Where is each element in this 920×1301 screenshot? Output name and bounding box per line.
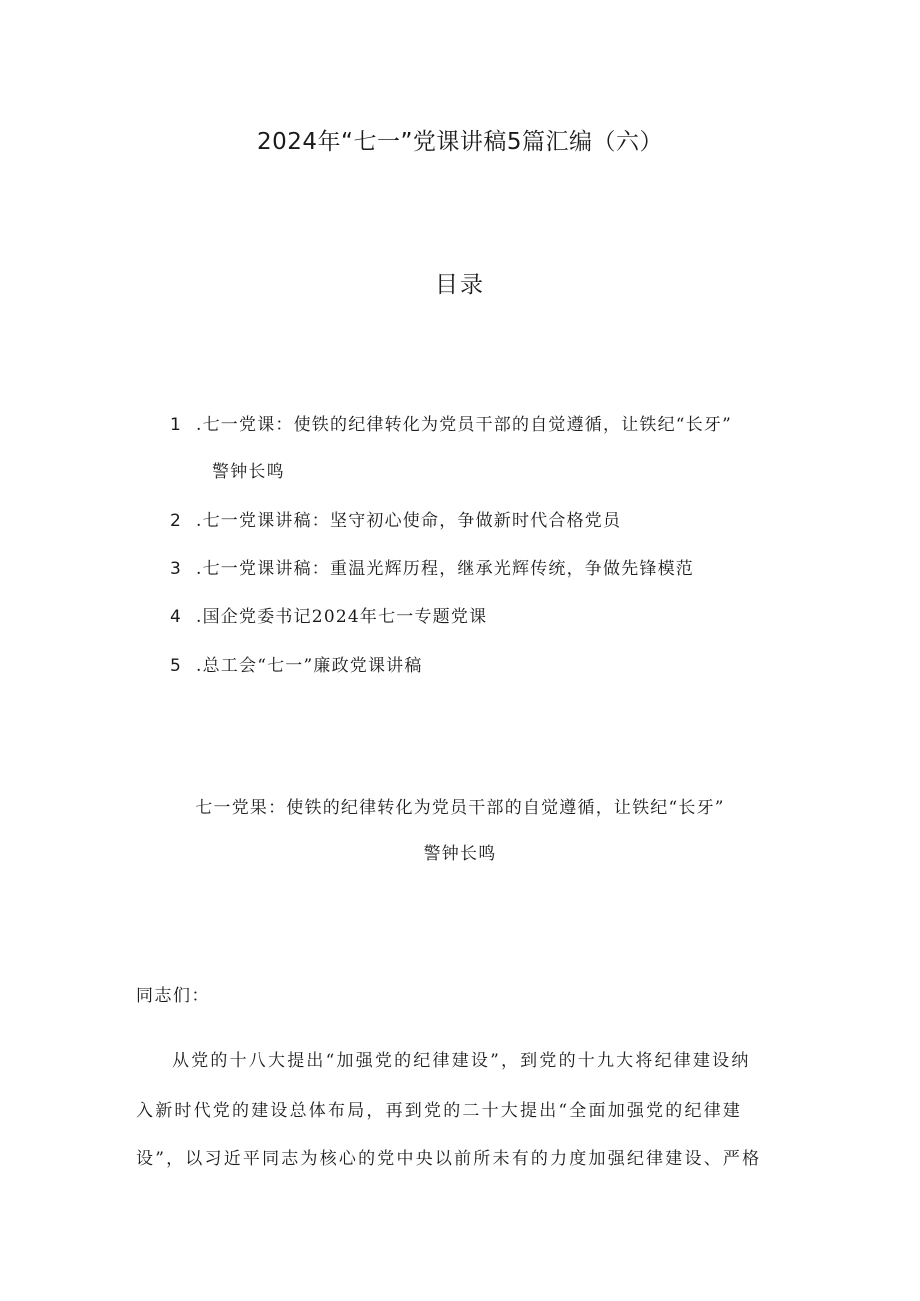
- toc-item-text: .国企党委书记2024年七一专题党课: [196, 607, 488, 627]
- toc-item-number: 4: [170, 607, 183, 627]
- section-title-line-1: 七一党果：使铁的纪律转化为党员干部的自觉遵循，让铁纪“长牙”: [195, 798, 725, 818]
- toc-item-text: .七一党课讲稿：重温光辉历程，继承光辉传统，争做先锋模范: [196, 559, 695, 579]
- toc-item-1-continuation: 警钟长鸣: [212, 462, 285, 482]
- toc-heading: 目录: [435, 272, 485, 298]
- toc-item-1: [170, 412, 732, 438]
- body-paragraph-line-2: 入新时代党的建设总体布局，再到党的二十大提出“全面加强党的纪律建: [136, 1101, 743, 1121]
- page-title: 2024年“七一”党课讲稿5篇汇编（六）: [257, 129, 663, 155]
- body-paragraph-line-1: 从党的十八大提出“加强党的纪律建设”，到党的十九大将纪律建设纳: [172, 1051, 751, 1071]
- toc-item-5: [170, 653, 423, 679]
- toc-item-3: [170, 556, 694, 582]
- toc-item-number: 3: [170, 559, 183, 579]
- section-title-line-2: 警钟长鸣: [423, 844, 497, 864]
- toc-item-text: .七一党课：使铁的纪律转化为党员干部的自觉遵循，让铁纪“长牙”: [196, 415, 732, 435]
- toc-item-2: [170, 508, 621, 534]
- toc-item-text: .七一党课讲稿：坚守初心使命，争做新时代合格党员: [196, 511, 622, 531]
- toc-item-number: 2: [170, 511, 183, 531]
- greeting: 同志们：: [136, 986, 210, 1006]
- toc-item-number: 5: [170, 656, 183, 676]
- body-paragraph-line-3: 设”，以习近平同志为核心的党中央以前所未有的力度加强纪律建设、严格: [136, 1149, 762, 1169]
- toc-item-4: [170, 604, 487, 630]
- toc-item-text: .总工会“七一”廉政党课讲稿: [196, 656, 423, 676]
- toc-item-number: 1: [170, 415, 183, 435]
